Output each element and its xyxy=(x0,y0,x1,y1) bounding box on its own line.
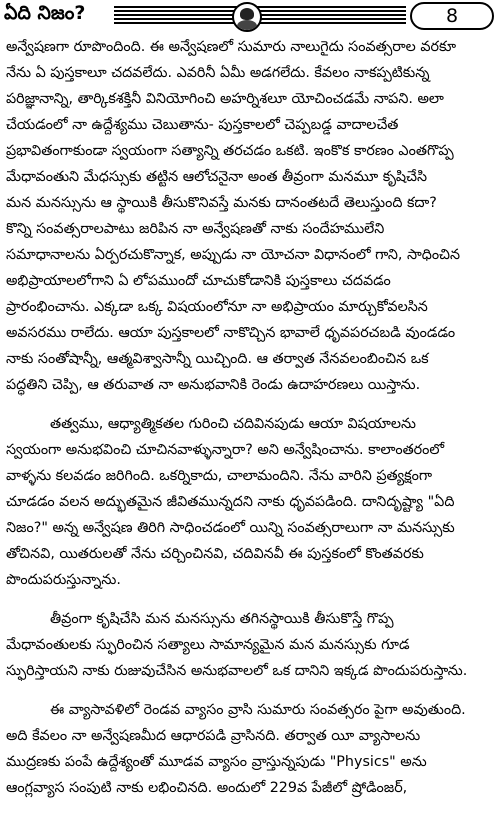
text-line: నిజం?" అన్న అన్వేషణ తిరిగి సాధించడంలో యిన్ని సంవత్సరాలుగా నా మనస్సుకు xyxy=(6,520,455,536)
paragraph-first-line: తీవ్రంగా కృషిచేసి మన మనస్సును తగినస్థాయికి తీసుకొస్తే గొప్ప xyxy=(50,611,394,627)
text-line: చూడడం వలన అద్భుతమైన జీవితమున్నదని నాకు ధృవపడింది. దానిదృష్ట్యా "ఏది xyxy=(6,494,455,510)
paragraph-first-line: ఈ వ్యాసావళిలో రెండవ వ్యాసం వ్రాసి సుమారు సంవత్సరం పైగా అవుతుంది. xyxy=(50,702,466,718)
text-line: నాకు సంతోషాన్నీ, ఆత్మవిశ్వాసాన్నీ యిచ్చింది. ఆ తర్వాత నేనవలంబించిన ఒక xyxy=(6,351,429,367)
text-line: చేయడంలో నా ఉద్దేశ్యము చెబుతాను- పుస్తకాలలో చెప్పబడ్డ వాదాలచేత xyxy=(6,117,399,133)
text-line: ప్రారంభించాను. ఎక్కడా ఒక్క విషయంలోనూ నా అభిప్రాయం మార్చుకోవలసిన xyxy=(6,299,428,315)
text-line: ముద్రణకు పంపే ఉద్దేశ్యంతో మూడవ వ్యాసం వ్రాస్తున్నపుడు "Physics" అను xyxy=(6,754,427,770)
text-line: అన్వేషణగా రూపొందింది. ఈ అన్వేషణలో సుమారు నాలుగైదు సంవత్సరాల వరకూ xyxy=(6,39,456,55)
author-portrait-icon xyxy=(232,2,262,32)
page-number-badge: 8 xyxy=(410,2,494,30)
text-line: పొందుపరుస్తున్నాను. xyxy=(6,572,121,588)
page-body xyxy=(6,34,494,801)
paragraph-first-line: తత్వము, ఆధ్యాత్మికతల గురించి చదివినపుడు ఆయా విషయాలను xyxy=(50,416,416,432)
text-line: నేను ఏ పుస్తకాలూ చదవలేదు. ఎవరినీ ఏమీ అడగలేదు. కేవలం నాకప్పటికున్న xyxy=(6,65,430,81)
text-line: స్ఫురిస్తాయని నాకు రుజువుచేసిన అనుభవాలలో ఒక దానిని ఇక్కడ పొందుపరుస్తాను. xyxy=(6,663,468,679)
text-line: అభిప్రాయాలలోగాని ఏ లోపముందో చూచుకోడానికి పుస్తకాలు చదవడం xyxy=(6,273,391,289)
text-line: స్వయంగా అనుభవించి చూచినవాళ్ళున్నారా? అని అన్వేషించాను. కాలాంతరంలో xyxy=(6,442,445,458)
header-rule-right xyxy=(280,6,406,26)
text-line: వాళ్ళను కలవడం జరిగింది. ఒకర్నికాదు, చాలామందిని. నేను వారిని ప్రత్యక్షంగా xyxy=(6,468,433,484)
text-line: పద్ధతిని చెప్పి, ఆ తరువాత నా అనుభవానికి రెండు ఉదాహరణలు యిస్తాను. xyxy=(6,377,421,393)
text-line: తోచినవి, యితరులతో నేను చర్చించినవి, చదివినవీ ఈ పుస్తకంలో కొంతవరకు xyxy=(6,546,424,562)
text-line: మేధావంతుని మేధస్సుకు తట్టిన ఆలోచనైనా అంత తీవ్రంగా మనమూ కృషిచేసి xyxy=(6,169,428,185)
text-line: అవసరము రాలేదు. ఆయా పుస్తకాలలో నాకొచ్చిన భావాలే ధృవపరచబడి వుండడం xyxy=(6,325,456,341)
book-title: ఏది నిజం? xyxy=(4,2,86,24)
page-header xyxy=(0,0,500,34)
text-line: ఆంగ్లవ్యాస సంపుటి నాకు లభించినది. అందులో 229వ పేజీలో ష్రోడింజర్, xyxy=(6,780,408,796)
text-line: అది కేవలం నా అన్వేషణమీద ఆధారపడి వ్రాసినది. తర్వాత యీ వ్యాసాలను xyxy=(6,728,421,744)
text-line: మేధావంతులకు స్ఫురించిన సత్యాలు సామాన్యమైన మన మనస్సుకు గూడ xyxy=(6,637,410,653)
text-line: ప్రభావితంగాకుండా స్వయంగా సత్యాన్ని తరచడం ఒకటి. ఇంకొక కారణం ఎంతగొప్ప xyxy=(6,143,454,159)
text-line: సమాధానాలను ఏర్పరచుకొన్నాక, అప్పుడు నా యోచనా విధానంలో గాని, సాధించిన xyxy=(6,247,461,263)
text-line: పరిజ్ఞానాన్ని, తార్కికశక్తినీ వినియోగించి అహర్నిశలూ యోచించడమే నాపని. అలా xyxy=(6,91,444,107)
text-line: మన మనస్సును ఆ స్థాయికి తీసుకొనివస్తే మనకు దానంతటదే తెలుస్తుంది కదా? xyxy=(6,195,437,211)
text-line: కొన్ని సంవత్సరాలపాటు జరిపిన నా అన్వేషణతో నాకు సందేహములేని xyxy=(6,221,385,237)
